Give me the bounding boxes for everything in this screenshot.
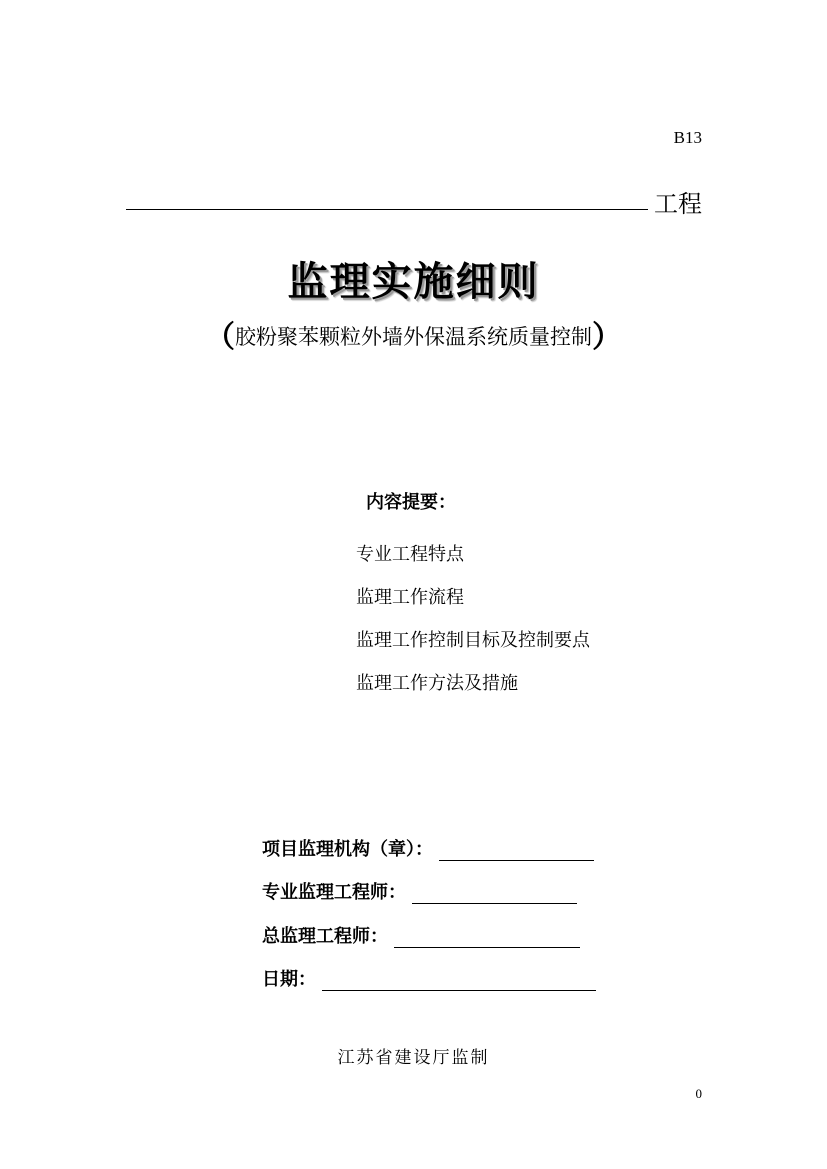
- chief-engineer-field: [262, 922, 580, 952]
- specialist-engineer-field: [262, 878, 577, 908]
- issuing-authority: 江苏省建设厅监制: [337, 1048, 490, 1068]
- contents-item: 监理工作流程: [356, 587, 464, 608]
- specialist-engineer-label: 专业监理工程师：: [262, 882, 406, 903]
- contents-item: 专业工程特点: [356, 544, 464, 565]
- project-name-blank: [126, 209, 648, 210]
- chief-engineer-blank[interactable]: [394, 927, 580, 948]
- subtitle-open-paren: （: [205, 320, 235, 355]
- page-number: 0: [695, 1086, 702, 1101]
- document-title: 监理实施细则: [287, 259, 540, 305]
- specialist-engineer-blank[interactable]: [412, 883, 577, 904]
- project-suffix: 工程: [654, 190, 702, 218]
- agency-label: 项目监理机构（章）：: [262, 839, 433, 860]
- document-code: B13: [673, 128, 702, 147]
- project-name-line: [126, 182, 702, 218]
- agency-field: [262, 835, 594, 865]
- subtitle-close-paren: ）: [592, 320, 622, 355]
- date-field: [262, 965, 596, 995]
- document-subtitle: 胶粉聚苯颗粒外墙外保温系统质量控制: [235, 325, 592, 349]
- chief-engineer-label: 总监理工程师：: [262, 926, 388, 947]
- agency-blank[interactable]: [439, 840, 594, 861]
- document-subtitle-line: [0, 312, 827, 356]
- contents-list: [356, 533, 590, 705]
- date-blank[interactable]: [322, 970, 596, 991]
- contents-item: 监理工作方法及措施: [356, 673, 518, 694]
- date-label: 日期：: [262, 969, 316, 990]
- contents-item: 监理工作控制目标及控制要点: [356, 630, 590, 651]
- contents-heading: 内容提要：: [366, 492, 456, 513]
